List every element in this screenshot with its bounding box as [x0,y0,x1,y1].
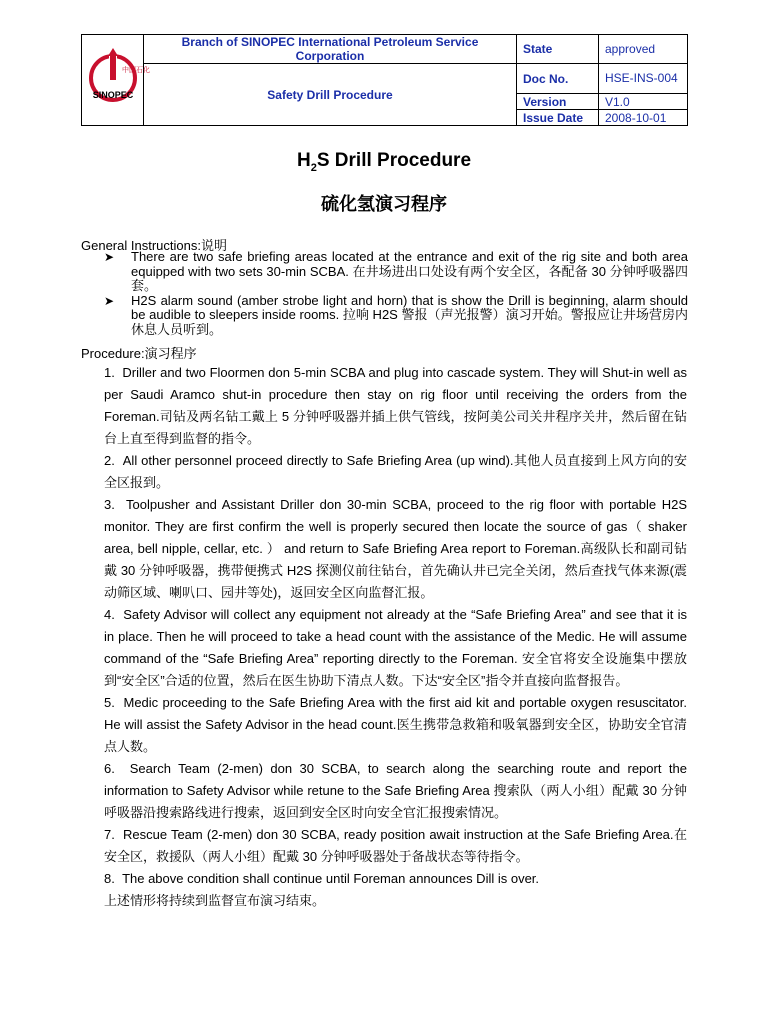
arrow-bullet-icon: ➤ [104,250,115,264]
sinopec-logo [82,35,150,126]
logo-cn-text: 中国石化 [121,66,150,74]
procedure-step: 6. Search Team (2-men) don 30 SCBA, to search along the searching route and report the information to Safety Advisor while retune to the Safe Briefing Area 搜索队（两人小组）配戴 30 分钟呼吸器沿搜索路线进行搜索，返回到安全区时向安全官汇报搜索情况。 [104,761,687,820]
bullet-text: There are two safe briefing areas located at the entrance and exit of the rig site and both area equipped with two sets 30-min SCBA. 在井场进出口处设有两个安全区，各配备 30 分钟呼吸器四套。 [131,249,688,293]
procedure-label: Procedure:演习程序 [81,346,197,361]
document-header [81,34,688,126]
procedure-step: 8. The above condition shall continue until Foreman announces Dill is over. [104,871,540,886]
issue-date-label: Issue Date [517,110,599,126]
procedure-step: 上述情形将持续到监督宣布演习结束。 [104,893,326,908]
logo-text: SINOPEC [92,90,133,100]
general-instructions-list [104,250,688,337]
procedure-step: 5. Medic proceeding to the Safe Briefing Area with the first aid kit and portable oxygen resuscitator. He will assist the Safety Advisor in the head count.医生携带急救箱和吸氧器到安全区，协助安全官清点人数。 [104,695,687,754]
list-item [104,250,688,294]
procedure-steps [104,362,687,912]
organization-name: Branch of SINOPEC International Petroleum Service Corporation [144,35,517,64]
docno-value: HSE-INS-004 [599,64,688,94]
version-label: Version [517,94,599,110]
document-title-en [0,150,768,174]
general-instructions-label: General Instructions:说明 [81,238,227,253]
procedure-title: Safety Drill Procedure [144,64,517,126]
state-value: approved [599,35,688,64]
bullet-text: H2S alarm sound (amber strobe light and horn) that is show the Drill is beginning, alarm should be audible to sleepers inside rooms. 拉响 H2S 警报（声光报警）演习开始。警报应让井场营房内休息人员听到。 [131,292,688,337]
procedure-step: 4. Safety Advisor will collect any equipment not already at the “Safe Briefing Area” and see that it is in place. Then he will proceed to take a head count with the assistance of the Medic. He will assume command of the “Safe Briefing Area” reporting directly to the Foreman. 安全官将安全设施集中摆放到“安全区”合适的位置，然后在医生协助下清点人数。下达“安全区”指令并直接向监督报告。 [104,607,687,688]
sinopec-logo-icon [86,42,150,118]
version-value: V1.0 [599,94,688,110]
procedure-step: 3. Toolpusher and Assistant Driller don 30-min SCBA, proceed to the rig floor with portable H2S monitor. They are first confirm the well is properly secured then locate the source of gas（ shaker area, bell nipple, cellar, etc. ） and return to Safe Briefing Area report to Foreman.高级队长和副司钻戴 30 分钟呼吸器，携带便携式 H2S 探测仪前往钻台，首先确认井已完全关闭，然后查找气体来源(震动筛区域、喇叭口、园井等处)，返回安全区向监督汇报。 [104,497,687,600]
title-h: H [296,150,311,171]
state-label: State [517,35,599,64]
title-rest: S Drill Procedure [316,150,472,171]
issue-date-value: 2008-10-01 [599,110,688,126]
arrow-bullet-icon: ➤ [104,293,115,308]
procedure-step: 2. All other personnel proceed directly to Safe Briefing Area (up wind).其他人员直接到上风方向的安全区报到。 [104,453,687,490]
title-subscript: 2 [310,161,317,174]
procedure-step: 7. Rescue Team (2-men) don 30 SCBA, ready position await instruction at the Safe Briefing Area.在安全区，救援队（两人小组）配戴 30 分钟呼吸器处于备战状态等待指令。 [104,827,687,864]
list-item [104,294,688,338]
document-title-cn: 硫化氢演习程序 [321,194,447,215]
docno-label: Doc No. [517,64,599,94]
procedure-step: 1. Driller and two Floormen don 5-min SCBA and plug into cascade system. They will Shut-in well as per Saudi Aramco shut-in procedure then stay on rig floor until receiving the orders from the Foreman.司钻及两名钻工戴上 5 分钟呼吸器并插上供气管线，按阿美公司关井程序关井，然后留在钻台上直至得到监督的指令。 [104,365,687,446]
